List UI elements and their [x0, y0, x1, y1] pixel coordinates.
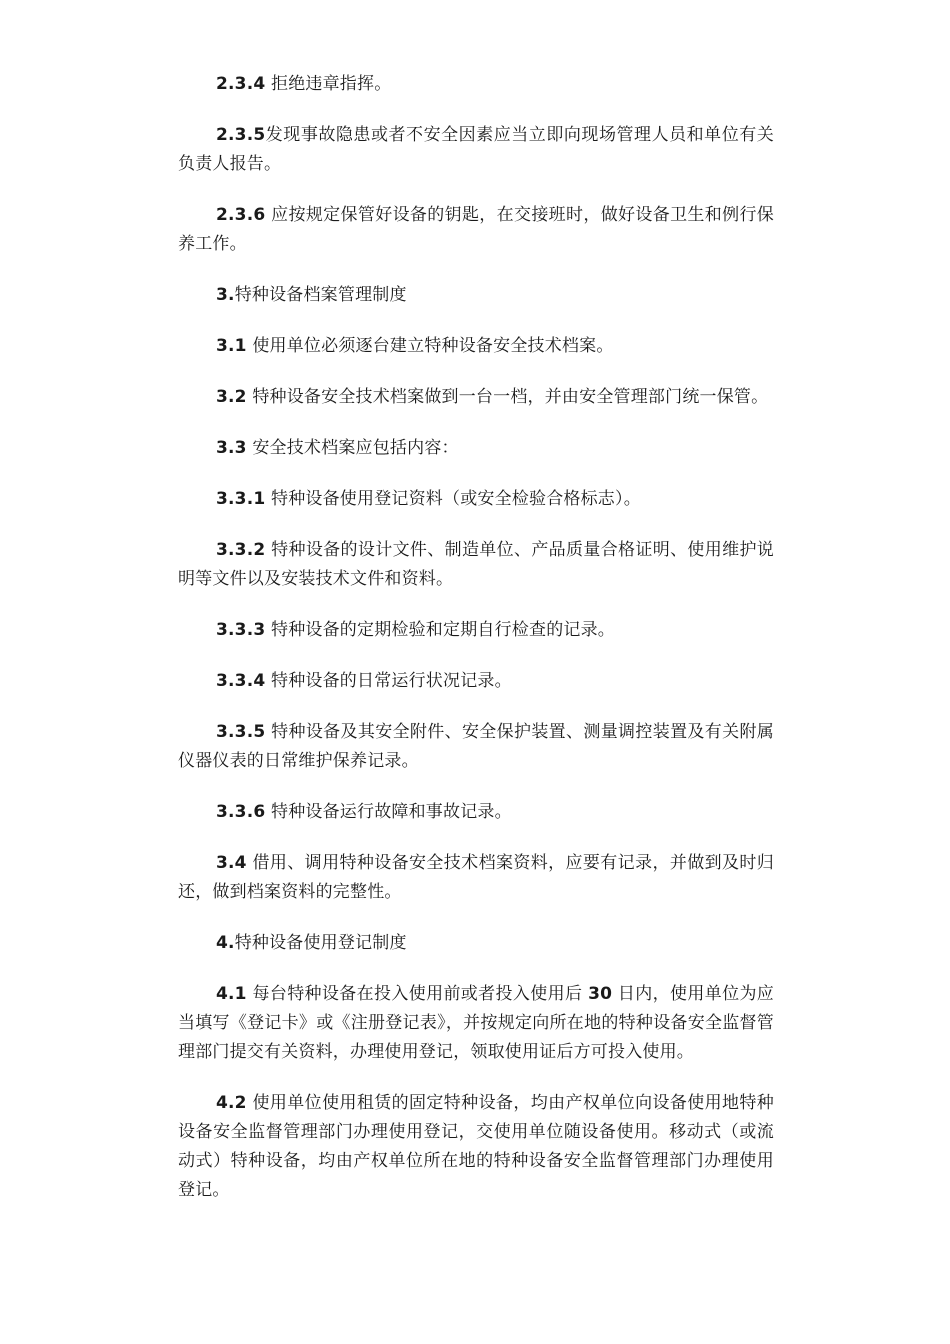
- clause-2-3-6: [178, 201, 774, 259]
- clause-text: 特种设备安全技术档案做到一台一档，并由安全管理部门统一保管。: [246, 387, 769, 407]
- clause-text: 安全技术档案应包括内容：: [246, 438, 459, 458]
- clause-3-4: [178, 849, 774, 907]
- clause-number: 4.1: [216, 984, 247, 1004]
- clause-text: 借用、调用特种设备安全技术档案资料，应要有记录，并做到及时归还，做到档案资料的完整性。: [178, 853, 774, 902]
- clause-text: 特种设备运行故障和事故记录。: [265, 802, 512, 822]
- clause-3-3-4: [178, 667, 774, 696]
- clause-3-2: [178, 383, 774, 412]
- clause-3-3: [178, 434, 774, 463]
- clause-2-3-5: [178, 121, 774, 179]
- clause-number: 3.3.6: [216, 802, 266, 822]
- day-count: 30: [588, 984, 613, 1004]
- document-page: [178, 70, 774, 1227]
- clause-number: 3.4: [216, 853, 247, 873]
- clause-3-1: [178, 332, 774, 361]
- clause-3-3-3: [178, 616, 774, 645]
- clause-text: 拒绝违章指挥。: [265, 74, 392, 94]
- clause-number: 2.3.6: [216, 205, 266, 225]
- clause-number: 3.3.1: [216, 489, 266, 509]
- clause-text: 特种设备的设计文件、制造单位、产品质量合格证明、使用维护说明等文件以及安装技术文件和资料。: [178, 540, 774, 589]
- clause-4-1: [178, 980, 774, 1067]
- clause-3-3-5: [178, 718, 774, 776]
- section-number: 3.: [216, 285, 235, 305]
- clause-4-2: [178, 1089, 774, 1205]
- clause-number: 3.2: [216, 387, 247, 407]
- clause-text: 特种设备的日常运行状况记录。: [265, 671, 512, 691]
- clause-number: 3.1: [216, 336, 247, 356]
- section-title: 特种设备档案管理制度: [234, 285, 407, 305]
- clause-3-3-2: [178, 536, 774, 594]
- clause-number: 2.3.5: [216, 125, 266, 145]
- clause-number: 4.2: [216, 1093, 247, 1113]
- clause-text-continued: 日内，使用单位为应当填写《登记卡》或《注册登记表》，并按规定向所在地的特种设备安全监督管理部门提交有关资料，办理使用登记，领取使用证后方可投入使用。: [178, 984, 774, 1062]
- section-heading-4: [178, 929, 774, 958]
- clause-number: 2.3.4: [216, 74, 266, 94]
- clause-text: 每台特种设备在投入使用前或者投入使用后: [246, 984, 589, 1004]
- section-number: 4.: [216, 933, 235, 953]
- clause-3-3-1: [178, 485, 774, 514]
- clause-text: 特种设备及其安全附件、安全保护装置、测量调控装置及有关附属仪器仪表的日常维护保养记录。: [178, 722, 774, 771]
- clause-number: 3.3.2: [216, 540, 266, 560]
- clause-number: 3.3: [216, 438, 247, 458]
- clause-2-3-4: [178, 70, 774, 99]
- clause-text: 应按规定保管好设备的钥匙，在交接班时，做好设备卫生和例行保养工作。: [178, 205, 774, 254]
- clause-number: 3.3.5: [216, 722, 266, 742]
- clause-number: 3.3.4: [216, 671, 266, 691]
- clause-text: 使用单位使用租赁的固定特种设备，均由产权单位向设备使用地特种设备安全监督管理部门办理使用登记，交使用单位随设备使用。移动式（或流动式）特种设备，均由产权单位所在地的特种设备安全监督管理部门办理使用登记。: [178, 1093, 774, 1200]
- clause-text: 特种设备使用登记资料（或安全检验合格标志）。: [265, 489, 641, 509]
- section-heading-3: [178, 281, 774, 310]
- clause-text: 使用单位必须逐台建立特种设备安全技术档案。: [246, 336, 614, 356]
- clause-text: 特种设备的定期检验和定期自行检查的记录。: [265, 620, 616, 640]
- section-title: 特种设备使用登记制度: [234, 933, 407, 953]
- clause-text: 发现事故隐患或者不安全因素应当立即向现场管理人员和单位有关负责人报告。: [178, 125, 774, 174]
- clause-number: 3.3.3: [216, 620, 266, 640]
- clause-3-3-6: [178, 798, 774, 827]
